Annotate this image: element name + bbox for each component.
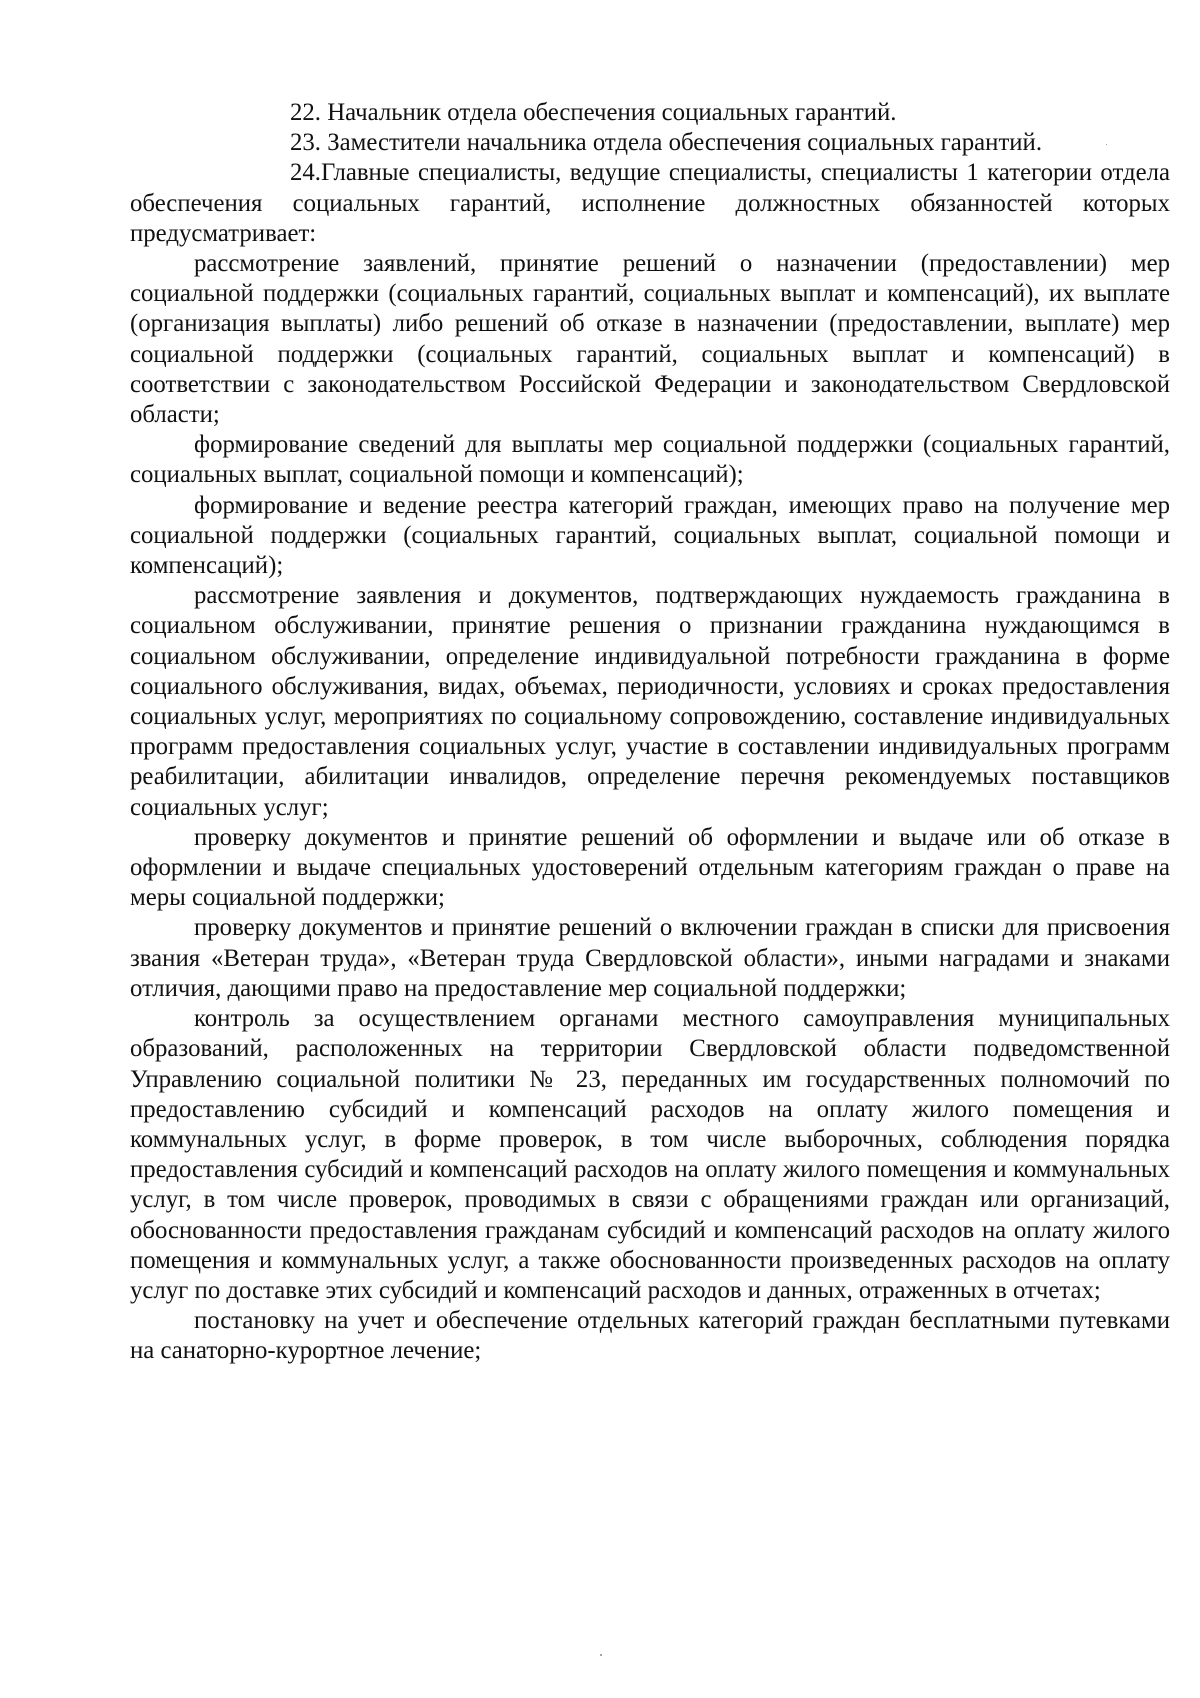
list-item-23 bbox=[130, 128, 1170, 158]
paragraph-veteran-lists: проверку документов и принятие решений о включении граждан в списки для присвоения звания «Ветеран труда», «Ветеран труда Свердловской области», иными наградами и знаками отличия, дающими право на предоставление мер социальной поддержки; bbox=[130, 914, 1170, 1002]
document-page bbox=[130, 98, 1170, 1367]
paragraph-certificates: проверку документов и принятие решений об оформлении и выдаче или об отказе в оформлении и выдаче специальных удостоверений отдельным категориям граждан о праве на меры социальной поддержки; bbox=[130, 823, 1170, 912]
item-text: Начальник отдела обеспечения социальных гарантий. bbox=[327, 99, 897, 126]
paragraph-social-services: рассмотрение заявления и документов, подтверждающих нуждаемость гражданина в социальном обслуживании, принятие решения о признании гражданина нуждающимся в социальном обслуживании, определение индивидуальной потребности гражданина в форме социального обслуживания, видах, объемах, периодичности, условиях и сроках предоставления социальных услуг, мероприятиях по социальному сопровождению, составление индивидуальных программ предоставления социальных услуг, участие в составлении индивидуальных программ реабилитации, абилитации инвалидов, определение перечня рекомендуемых поставщиков социальных услуг; bbox=[130, 582, 1170, 821]
item-number: 24. bbox=[290, 159, 321, 187]
scan-speck bbox=[1106, 144, 1107, 145]
item-text: Заместители начальника отдела обеспечения социальных гарантий. bbox=[327, 129, 1043, 157]
paragraph-payment-data: формирование сведений для выплаты мер социальной поддержки (социальных гарантий, социальных выплат, социальной помощи и компенсаций); bbox=[130, 431, 1170, 489]
list-item-24 bbox=[130, 158, 1170, 249]
item-number: 22. bbox=[290, 99, 321, 126]
list-item-22 bbox=[130, 98, 1170, 128]
paragraph-registry: формирование и ведение реестра категорий граждан, имеющих право на получение мер социальной поддержки (социальных гарантий, социальных выплат, социальной помощи и компенсаций); bbox=[130, 491, 1170, 580]
item-text: Главные специалисты, ведущие специалисты, специалисты 1 категории отдела обеспечения социальных гарантий, исполнение должностных обязанностей которых предусматривает: bbox=[130, 159, 1170, 247]
paragraph-review-applications: рассмотрение заявлений, принятие решений о назначении (предоставлении) мер социальной поддержки (социальных гарантий, социальных выплат и компенсаций), их выплате (организация выплаты) либо решений об отказе в назначении (предоставлении, выплате) мер социальной поддержки (социальных гарантий, социальных выплат и компенсаций) в соответствии с законодательством Российской Федерации и законодательством Свердловской области; bbox=[130, 250, 1170, 429]
paragraph-control: контроль за осуществлением органами местного самоуправления муниципальных образований, расположенных на территории Свердловской области подведомственной Управлению социальной политики № 23, переданных им государственных полномочий по предоставлению субсидий и компенсаций расходов на оплату жилого помещения и коммунальных услуг, в форме проверок, в том числе выборочных, соблюдения порядка предоставления субсидий и компенсаций расходов на оплату жилого помещения и коммунальных услуг, в том числе проверок, проводимых в связи с обращениями граждан или организаций, обоснованности предоставления гражданам субсидий и компенсаций расходов на оплату жилого помещения и коммунальных услуг, а также обоснованности произведенных расходов на оплату услуг по доставке этих субсидий и компенсаций расходов и данных, отраженных в отчетах; bbox=[130, 1005, 1170, 1304]
paragraph-sanatorium: постановку на учет и обеспечение отдельных категорий граждан бесплатными путевками на санаторно-курортное лечение; bbox=[130, 1307, 1170, 1365]
scan-speck bbox=[600, 1654, 602, 1656]
item-number: 23. bbox=[290, 129, 321, 157]
